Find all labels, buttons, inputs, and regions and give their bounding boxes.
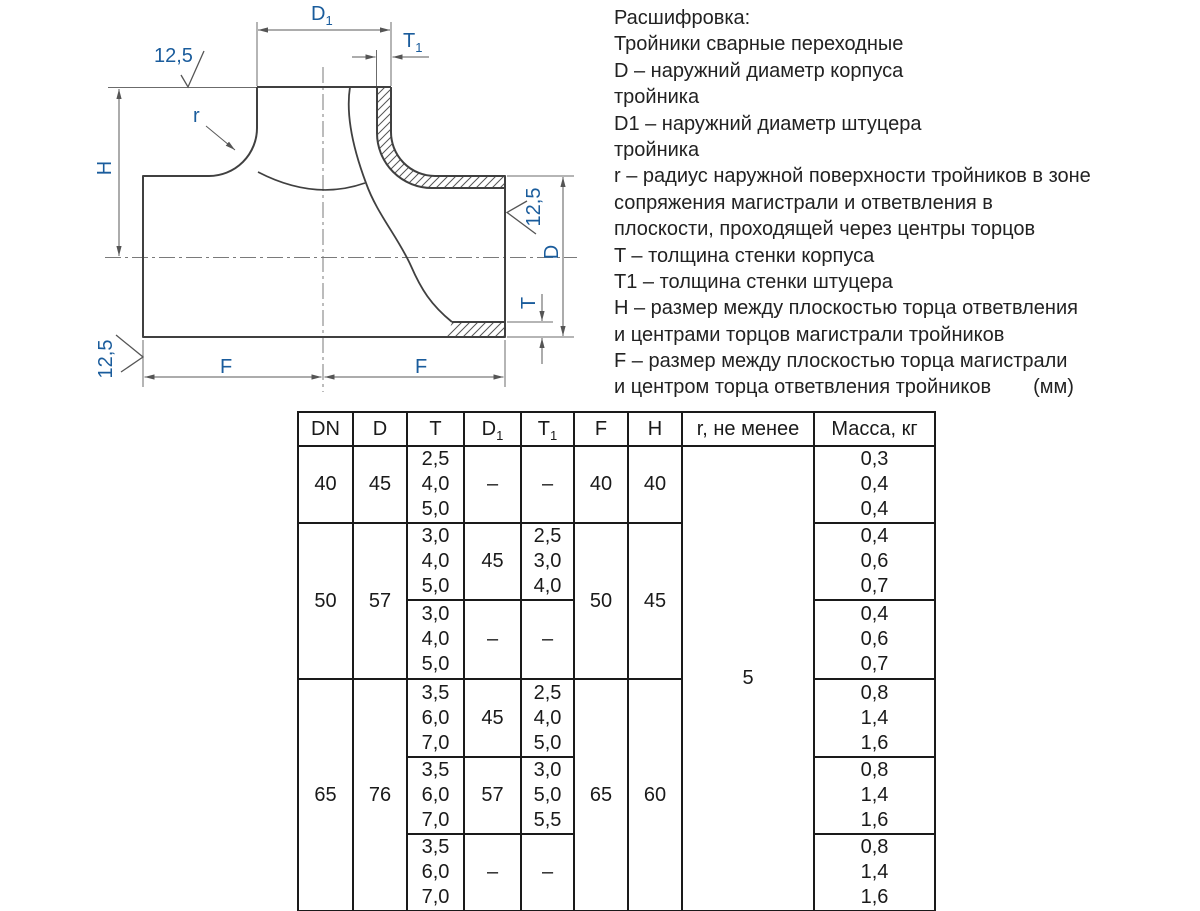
cell-f: 65 (574, 679, 628, 911)
legend-line-text: и центром торца ответвления тройников (614, 376, 992, 399)
legend-title: Расшифровка: (614, 7, 751, 29)
cell-t: 2,5 4,0 5,0 (407, 446, 464, 523)
tee-drawing-svg (0, 0, 600, 410)
cell-d1: – (464, 600, 521, 679)
cell-d1: – (464, 834, 521, 911)
legend-line: T – толщина стенки корпуса (614, 244, 875, 267)
spec-table-wrap (297, 411, 936, 911)
col-header-f: F (574, 412, 628, 446)
cell-t: 3,0 4,0 5,0 (407, 523, 464, 600)
legend-line: H – размер между плоскостью торца ответвления (614, 297, 1078, 320)
col-header-r: r, не менее (682, 412, 814, 446)
cell-d1: 45 (464, 523, 521, 600)
col-header-d1: $D_1$ (464, 412, 521, 446)
legend-line: F – размер между плоскостью торца магистрали (614, 350, 1068, 373)
col-header-dn: DN (298, 412, 353, 446)
units-label: (мм) (1033, 376, 1074, 399)
legend-line-last (614, 374, 1180, 400)
transition-curves (258, 87, 452, 322)
cell-mass: 0,8 1,4 1,6 (814, 679, 935, 757)
dim-label-r: r (193, 105, 200, 127)
cell-mass: 0,4 0,6 0,7 (814, 600, 935, 679)
tee-fitting-drawing (0, 0, 600, 410)
cell-t1: – (521, 600, 574, 679)
cell-d1: – (464, 446, 521, 523)
legend-line: T1 – толщина стенки штуцера (614, 270, 893, 293)
cell-d: 45 (353, 446, 407, 523)
cell-t: 3,5 6,0 7,0 (407, 834, 464, 911)
cell-d1: 57 (464, 757, 521, 834)
dim-label-d: D (541, 244, 563, 260)
cell-t1: 3,0 5,0 5,5 (521, 757, 574, 834)
legend-line: D1 – наружний диаметр штуцера (614, 112, 922, 135)
centerlines (105, 67, 577, 392)
cell-t1: 2,5 4,0 5,0 (521, 679, 574, 757)
cell-h: 45 (628, 523, 682, 679)
cell-mass: 0,3 0,4 0,4 (814, 446, 935, 523)
cell-f: 50 (574, 523, 628, 679)
col-header-t1: $T_1$ (521, 412, 574, 446)
dim-label-d1: $D_1$ (311, 3, 333, 28)
cell-d: 57 (353, 523, 407, 679)
dim-label-f-left: F (220, 356, 233, 378)
col-header-t: T (407, 412, 464, 446)
cell-dn: 65 (298, 679, 353, 911)
cell-h: 40 (628, 446, 682, 523)
legend-line: плоскости, проходящей через центры торцов (614, 218, 1036, 241)
cell-t1: 2,5 3,0 4,0 (521, 523, 574, 600)
cell-mass: 0,4 0,6 0,7 (814, 523, 935, 600)
cell-mass: 0,8 1,4 1,6 (814, 834, 935, 911)
cell-f: 40 (574, 446, 628, 523)
cell-t1: – (521, 834, 574, 911)
cell-t: 3,0 4,0 5,0 (407, 600, 464, 679)
cell-h: 60 (628, 679, 682, 911)
col-header-d: D (353, 412, 407, 446)
roughness-value-right: 12,5 (523, 187, 545, 227)
cell-mass: 0,8 1,4 1,6 (814, 757, 935, 834)
table-row (298, 679, 935, 757)
legend-line: D – наружний диаметр корпуса (614, 59, 904, 82)
legend-line: Тройники сварные переходные (614, 33, 904, 56)
dim-label-t: T (518, 296, 540, 310)
legend-line: тройника (614, 138, 700, 161)
col-header-h: H (628, 412, 682, 446)
col-header-mass: Масса, кг (814, 412, 935, 446)
legend-line: и центрами торцов магистрали тройников (614, 323, 1005, 346)
cell-dn: 50 (298, 523, 353, 679)
dim-label-f-right: F (415, 356, 428, 378)
spec-table (297, 411, 936, 911)
cell-t1: – (521, 446, 574, 523)
roughness-value-bottom-left: 12,5 (95, 339, 117, 379)
cell-dn: 40 (298, 446, 353, 523)
cell-d: 76 (353, 679, 407, 911)
dim-label-h: H (94, 160, 116, 176)
table-row (298, 446, 935, 523)
legend (614, 5, 1180, 401)
roughness-value-top: 12,5 (154, 45, 193, 67)
legend-line: тройника (614, 86, 700, 109)
cell-r: 5 (682, 446, 814, 911)
dim-label-t1: $T_1$ (403, 30, 423, 55)
header-row (298, 412, 935, 446)
cell-t: 3,5 6,0 7,0 (407, 757, 464, 834)
section-hatch (377, 87, 505, 337)
legend-line: r – радиус наружной поверхности тройников в зоне (614, 165, 1091, 188)
table-row (298, 523, 935, 600)
legend-line: сопряжения магистрали и ответвления в (614, 191, 993, 214)
cell-d1: 45 (464, 679, 521, 757)
roughness-mark-left-icon (116, 335, 143, 372)
cell-t: 3,5 6,0 7,0 (407, 679, 464, 757)
